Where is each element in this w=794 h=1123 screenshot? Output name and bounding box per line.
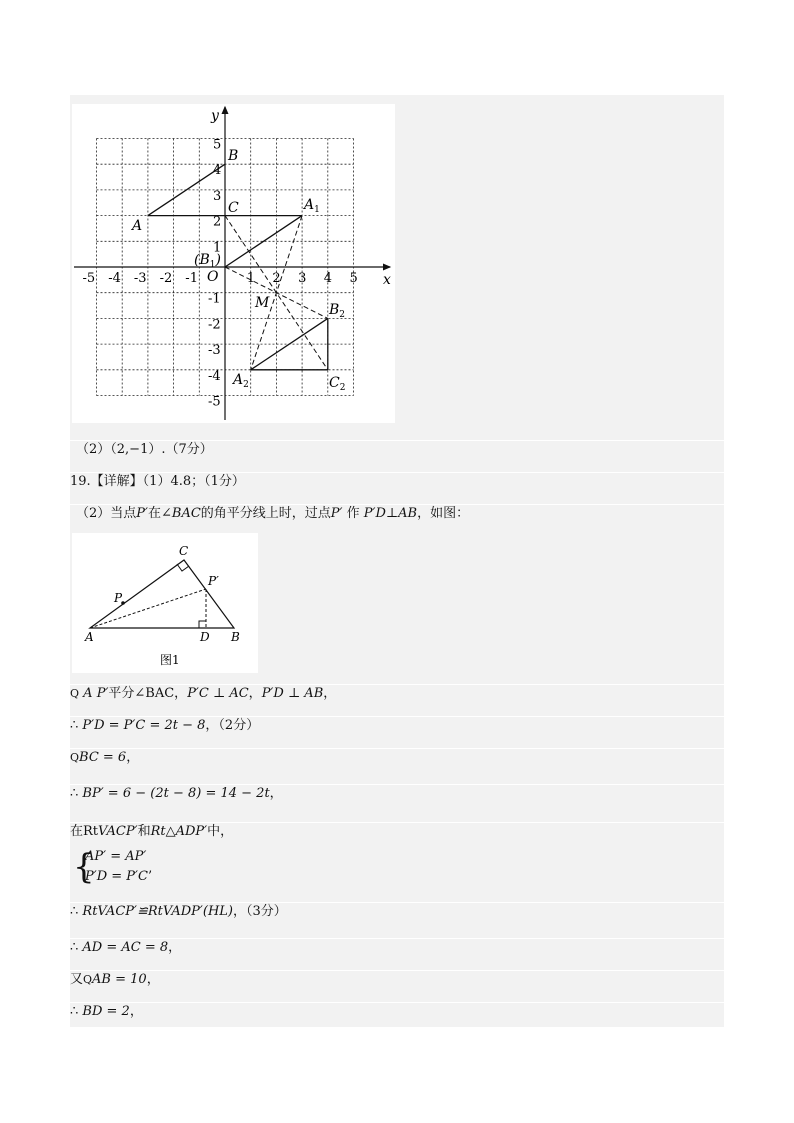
y-tick-label: -4 <box>208 368 221 384</box>
step-line-9: 又QAB = 10， <box>70 970 724 989</box>
figure-caption: 图1 <box>160 653 180 667</box>
answer-line-18-2: （2）（2,−1）.（7分） <box>70 440 724 459</box>
y-tick-label: -1 <box>208 291 221 307</box>
x-tick-label: -5 <box>82 271 96 286</box>
label-b: B <box>231 630 240 644</box>
y-tick-label: 2 <box>213 214 222 230</box>
label-d: D <box>200 630 210 644</box>
system-equation-2: P′D = P′C’ <box>85 869 153 884</box>
x-tick-label: -1 <box>185 271 198 286</box>
x-axis-label: x <box>383 272 391 288</box>
x-tick-label: 3 <box>298 271 307 286</box>
point-label-b: B <box>228 148 239 164</box>
answer-line-19-1: 19.【详解】（1）4.8；（1分） <box>70 472 724 491</box>
x-tick-label: -3 <box>133 271 147 286</box>
point-label-b1: $(B_1)$ <box>194 252 221 270</box>
step-line-3: QBC = 6， <box>70 748 724 767</box>
label-p: P <box>114 591 123 605</box>
step-line-1: Q A P′平分∠BAC，P′C ⊥ AC，P′D ⊥ AB， <box>70 684 724 703</box>
y-tick-label: 4 <box>213 163 222 179</box>
x-tick-label: -2 <box>159 271 173 286</box>
step-line-2: ∴ P′D = P′C = 2t − 8，（2分） <box>70 716 724 735</box>
segment-ap-prime <box>90 589 206 628</box>
origin-label: O <box>207 269 219 285</box>
y-tick-label: 5 <box>213 137 222 153</box>
point-label-c2: $C_2$ <box>329 375 346 393</box>
y-axis-label: y <box>211 108 219 124</box>
coordinate-plot <box>72 104 395 423</box>
x-tick-label: 4 <box>323 271 333 286</box>
triangle-figure <box>72 533 258 673</box>
point-label-c: C <box>228 200 239 216</box>
point-label-a: A <box>132 218 143 234</box>
label-c: C <box>179 544 189 558</box>
y-tick-label: 1 <box>213 240 222 256</box>
answer-line-19-2: （2）当点P′在∠BAC的角平分线上时，过点P′ 作 P′D⊥AB，如图： <box>70 504 724 523</box>
step-line-7: ∴ RtVACP′≌RtVADP′(HL)，（3分） <box>70 902 724 921</box>
step-line-4: ∴ BP′ = 6 − (2t − 8) = 14 − 2t， <box>70 784 724 803</box>
x-tick-label: -4 <box>108 271 121 286</box>
triangle-abc <box>90 560 234 628</box>
y-tick-label: -5 <box>208 394 221 410</box>
x-tick-label: 1 <box>246 271 255 286</box>
coordinate-figure <box>72 104 395 423</box>
label-p-prime: P′ <box>208 574 219 588</box>
step-line-8: ∴ AD = AC = 8， <box>70 938 724 957</box>
label-a: A <box>85 630 94 644</box>
y-tick-label: -2 <box>208 317 221 333</box>
point-label-a2: $A_2$ <box>233 372 249 390</box>
point-label-m: M <box>255 295 270 311</box>
x-tick-label: 5 <box>349 271 358 286</box>
point-label-b2: $B_2$ <box>329 302 346 320</box>
system-brace: { <box>73 847 95 887</box>
right-angle-d <box>199 621 206 628</box>
step-line-10: ∴ BD = 2， <box>70 1002 724 1021</box>
step-line-5: 在RtVACP′和Rt△ADP′中， <box>70 822 724 841</box>
system-equation-1: AP′ = AP′ <box>85 849 147 864</box>
point-label-a1: $A_1$ <box>304 197 320 215</box>
triangle-diagram <box>72 533 258 673</box>
y-tick-label: -3 <box>208 343 221 359</box>
x-tick-label: 2 <box>272 271 281 286</box>
y-tick-label: 3 <box>213 188 222 204</box>
